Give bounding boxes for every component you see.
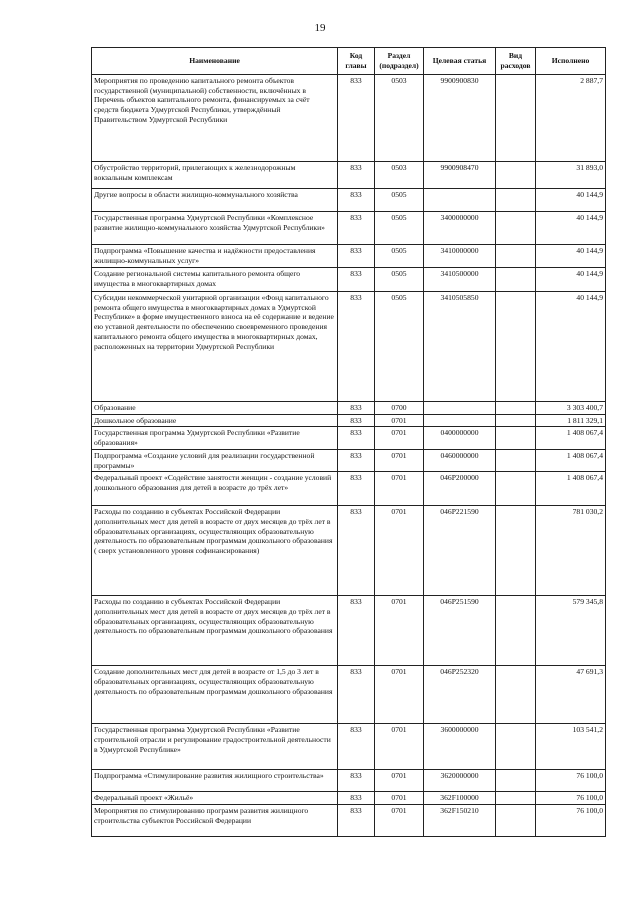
cell-target-article: 3400000000 [424,212,496,245]
cell-executed-amount: 1 408 067,4 [536,472,606,506]
table-header-row [92,48,606,75]
cell-chapter-code: 833 [338,792,375,805]
cell-expense-type [496,427,536,449]
cell-expense-type [496,770,536,792]
cell-section: 0505 [375,292,424,402]
cell-chapter-code: 833 [338,292,375,402]
cell-section: 0503 [375,75,424,162]
cell-chapter-code: 833 [338,449,375,471]
cell-expense-type [496,724,536,770]
cell-section: 0505 [375,268,424,292]
table-row [92,245,606,268]
cell-name: Создание дополнительных мест для детей в возрасте от 1,5 до 3 лет в образовательных организациях, осуществляющих образовательную деятельность по образовательным программам дошкольного образования [92,666,338,724]
cell-expense-type [496,414,536,427]
header-chapter-code: Код главы [338,48,375,75]
cell-section: 0701 [375,449,424,471]
cell-section: 0701 [375,427,424,449]
cell-target-article: 046P252320 [424,666,496,724]
cell-expense-type [496,245,536,268]
cell-target-article: 9900900830 [424,75,496,162]
cell-section: 0701 [375,792,424,805]
cell-target-article: 3600000000 [424,724,496,770]
cell-executed-amount: 103 541,2 [536,724,606,770]
cell-section: 0701 [375,414,424,427]
cell-name: Дошкольное образование [92,414,338,427]
cell-name: Государственная программа Удмуртской Республики «Комплексное развитие жилищно-коммунального хозяйства Удмуртской Республики» [92,212,338,245]
cell-chapter-code: 833 [338,770,375,792]
cell-section: 0701 [375,805,424,837]
cell-name: Подпрограмма «Создание условий для реализации государственной программы» [92,449,338,471]
table-row [92,666,606,724]
cell-executed-amount: 2 887,7 [536,75,606,162]
header-name: Наименование [92,48,338,75]
cell-executed-amount: 76 100,0 [536,770,606,792]
header-executed: Исполнено [536,48,606,75]
cell-expense-type [496,189,536,212]
cell-executed-amount: 40 144,9 [536,268,606,292]
cell-chapter-code: 833 [338,245,375,268]
cell-executed-amount: 40 144,9 [536,292,606,402]
table-row [92,292,606,402]
cell-executed-amount: 1 408 067,4 [536,427,606,449]
cell-executed-amount: 781 030,2 [536,506,606,596]
cell-executed-amount: 579 345,8 [536,596,606,666]
table-row [92,792,606,805]
cell-chapter-code: 833 [338,596,375,666]
cell-chapter-code: 833 [338,402,375,415]
cell-expense-type [496,506,536,596]
cell-chapter-code: 833 [338,724,375,770]
table-row [92,805,606,837]
table-row [92,162,606,189]
table-row [92,596,606,666]
cell-section: 0701 [375,770,424,792]
page-number: 19 [314,22,326,34]
cell-chapter-code: 833 [338,472,375,506]
cell-section: 0701 [375,472,424,506]
cell-chapter-code: 833 [338,162,375,189]
cell-target-article: 3410505850 [424,292,496,402]
cell-target-article: 3410500000 [424,268,496,292]
cell-target-article [424,402,496,415]
cell-target-article: 362F100000 [424,792,496,805]
cell-target-article: 046P251590 [424,596,496,666]
cell-expense-type [496,666,536,724]
cell-name: Образование [92,402,338,415]
cell-name: Федеральный проект «Содействие занятости женщин - создание условий дошкольного образования для детей в возрасте до трёх лет» [92,472,338,506]
cell-expense-type [496,472,536,506]
cell-expense-type [496,292,536,402]
header-section: Раздел (подраздел) [375,48,424,75]
cell-target-article: 362F150210 [424,805,496,837]
cell-name: Расходы по созданию в субъектах Российской Федерации дополнительных мест для детей в возрасте от двух месяцев до трёх лет в образовательных организациях, осуществляющих образовательную деятельность по образовательным программам дошкольного образования [92,596,338,666]
cell-name: Создание региональной системы капитального ремонта общего имущества в многоквартирных домах [92,268,338,292]
cell-chapter-code: 833 [338,75,375,162]
header-target-article: Целевая статья [424,48,496,75]
cell-expense-type [496,268,536,292]
cell-name: Мероприятия по стимулированию программ развития жилищного строительства субъектов Российской Федерации [92,805,338,837]
cell-chapter-code: 833 [338,427,375,449]
table-row [92,402,606,415]
cell-expense-type [496,75,536,162]
table-row [92,449,606,471]
table-row [92,724,606,770]
cell-name: Расходы по созданию в субъектах Российской Федерации дополнительных мест для детей в возрасте от двух месяцев до трёх лет в образовательных организациях, осуществляющих образовательную деятельность по образовательным программам дошкольного образования ( сверх установленного уровня софинансирования) [92,506,338,596]
cell-name: Подпрограмма «Повышение качества и надёжности предоставления жилищно-коммунальных услуг» [92,245,338,268]
cell-chapter-code: 833 [338,414,375,427]
cell-chapter-code: 833 [338,189,375,212]
cell-target-article: 0400000000 [424,427,496,449]
cell-section: 0700 [375,402,424,415]
cell-expense-type [496,449,536,471]
budget-execution-table [91,47,606,837]
table-row [92,189,606,212]
cell-executed-amount: 31 893,0 [536,162,606,189]
header-expense-type: Вид расходов [496,48,536,75]
cell-section: 0505 [375,189,424,212]
cell-executed-amount: 76 100,0 [536,805,606,837]
cell-section: 0701 [375,724,424,770]
cell-chapter-code: 833 [338,506,375,596]
cell-section: 0503 [375,162,424,189]
cell-executed-amount: 40 144,9 [536,212,606,245]
table-row [92,268,606,292]
cell-executed-amount: 47 691,3 [536,666,606,724]
cell-target-article: 9900908470 [424,162,496,189]
cell-target-article [424,414,496,427]
cell-target-article: 0460000000 [424,449,496,471]
cell-section: 0701 [375,666,424,724]
cell-target-article: 3620000000 [424,770,496,792]
cell-name: Государственная программа Удмуртской Республики «Развитие строительной отрасли и регулирование градостроительной деятельности в Удмуртской Республике» [92,724,338,770]
table-row [92,75,606,162]
table-row [92,472,606,506]
cell-executed-amount: 76 100,0 [536,792,606,805]
cell-executed-amount: 40 144,9 [536,189,606,212]
cell-target-article: 3410000000 [424,245,496,268]
cell-executed-amount: 1 811 329,1 [536,414,606,427]
cell-chapter-code: 833 [338,805,375,837]
cell-section: 0505 [375,212,424,245]
cell-expense-type [496,805,536,837]
cell-name: Субсидии некоммерческой унитарной организации «Фонд капитального ремонта общего имущества в многоквартирных домах в Удмуртской Республике» в форме имущественного взноса на её содержание и ведение ею уставной деятельности по обеспечению своевременного проведения капитального ремонта общего имущества в многоквартирных домах, расположенных на территории Удмуртской Республики [92,292,338,402]
cell-name: Государственная программа Удмуртской Республики «Развитие образования» [92,427,338,449]
cell-target-article [424,189,496,212]
cell-chapter-code: 833 [338,268,375,292]
table-row [92,506,606,596]
cell-expense-type [496,402,536,415]
cell-target-article: 046P200000 [424,472,496,506]
cell-target-article: 046P221590 [424,506,496,596]
table-row [92,414,606,427]
table-row [92,770,606,792]
cell-section: 0701 [375,506,424,596]
cell-name: Другие вопросы в области жилищно-коммунального хозяйства [92,189,338,212]
cell-expense-type [496,596,536,666]
cell-chapter-code: 833 [338,666,375,724]
cell-name: Федеральный проект «Жильё» [92,792,338,805]
cell-name: Мероприятия по проведению капитального ремонта объектов государственной (муниципальной) собственности, включённых в Перечень объектов капитального ремонта, финансируемых за счёт средств бюджета Удмуртской Республики, утверждённый Правительством Удмуртской Республики [92,75,338,162]
table-body [92,75,606,837]
cell-executed-amount: 40 144,9 [536,245,606,268]
cell-section: 0505 [375,245,424,268]
cell-expense-type [496,792,536,805]
cell-name: Обустройство территорий, прилегающих к железнодорожным вокзальным комплексам [92,162,338,189]
cell-chapter-code: 833 [338,212,375,245]
cell-expense-type [496,212,536,245]
cell-executed-amount: 1 408 067,4 [536,449,606,471]
cell-executed-amount: 3 303 400,7 [536,402,606,415]
cell-expense-type [496,162,536,189]
cell-section: 0701 [375,596,424,666]
cell-name: Подпрограмма «Стимулирование развития жилищного строительства» [92,770,338,792]
table-row [92,427,606,449]
table-row [92,212,606,245]
